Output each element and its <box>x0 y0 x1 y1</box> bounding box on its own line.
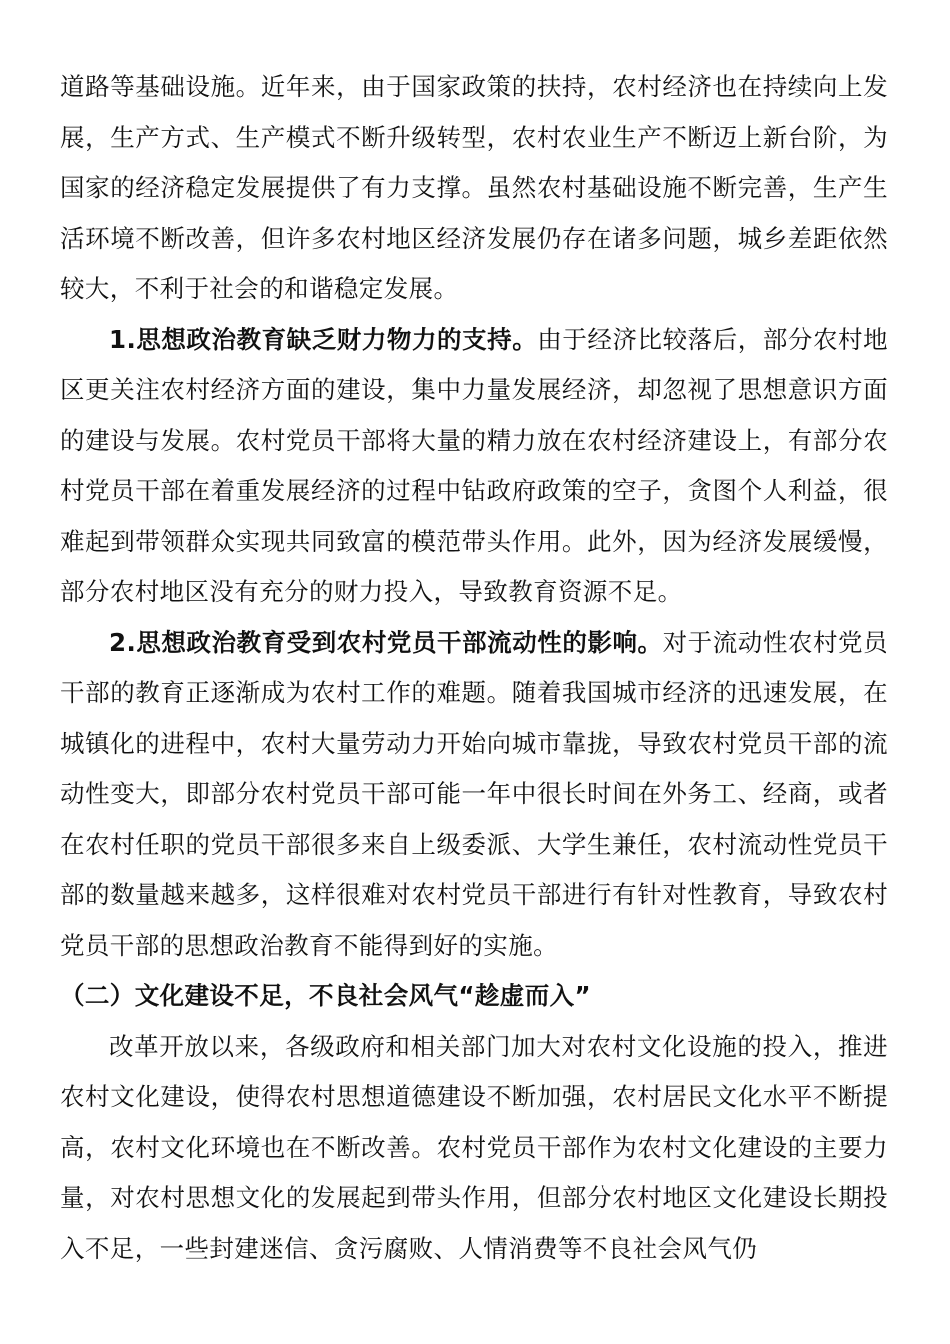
point-2-text: 对于流动性农村党员干部的教育正逐渐成为农村工作的难题。随着我国城市经济的迅速发展，在城镇化的进程中，农村大量劳动力开始向城市靠拢，导致农村党员干部的流动性变大，即部分农村党员干部可能一年中很长时间在外务工、经商，或者在农村任职的党员干部很多来自上级委派、大学生兼任，农村流动性党员干部的数量越来越多，这样很难对农村党员干部进行有针对性教育，导致农村党员干部的思想政治教育不能得到好的实施。 <box>60 627 888 960</box>
point-2-lead: 2.思想政治教育受到农村党员干部流动性的影响。 <box>109 627 663 657</box>
paragraph-final: 改革开放以来，各级政府和相关部门加大对农村文化设施的投入，推进农村文化建设，使得农村思想道德建设不断加强，农村居民文化水平不断提高，农村文化环境也在不断改善。农村党员干部作为农村文化建设的主要力量，对农村思想文化的发展起到带头作用，但部分农村地区文化建设长期投入不足，一些封建迷信、贪污腐败、人情消费等不良社会风气仍 <box>60 1031 888 1263</box>
point-1-lead: 1.思想政治教育缺乏财力物力的支持。 <box>109 324 538 354</box>
point-1-text: 由于经济比较落后，部分农村地区更关注农村经济方面的建设，集中力量发展经济，却忽视了思想意识方面的建设与发展。农村党员干部将大量的精力放在农村经济建设上，有部分农村党员干部在着重发展经济的过程中钻政府政策的空子，贪图个人利益，很难起到带领群众实现共同致富的模范带头作用。此外，因为经济发展缓慢，部分农村地区没有充分的财力投入，导致教育资源不足。 <box>60 324 888 606</box>
paragraph-point-2 <box>60 618 888 972</box>
paragraph-point-1 <box>60 315 888 618</box>
document-page <box>60 62 888 1274</box>
paragraph-continuation <box>60 62 888 315</box>
section-heading: （二）文化建设不足，不良社会风气“趁虚而入” <box>60 981 592 1010</box>
paragraph-text: 道路等基础设施。近年来，由于国家政策的扶持，农村经济也在持续向上发展，生产方式、生产模式不断升级转型，农村农业生产不断迈上新台阶，为国家的经济稳定发展提供了有力支撑。虽然农村基础设施不断完善，生产生活环境不断改善，但许多农村地区经济发展仍存在诸多问题，城乡差距依然较大，不利于社会的和谐稳定发展。 <box>60 72 888 303</box>
